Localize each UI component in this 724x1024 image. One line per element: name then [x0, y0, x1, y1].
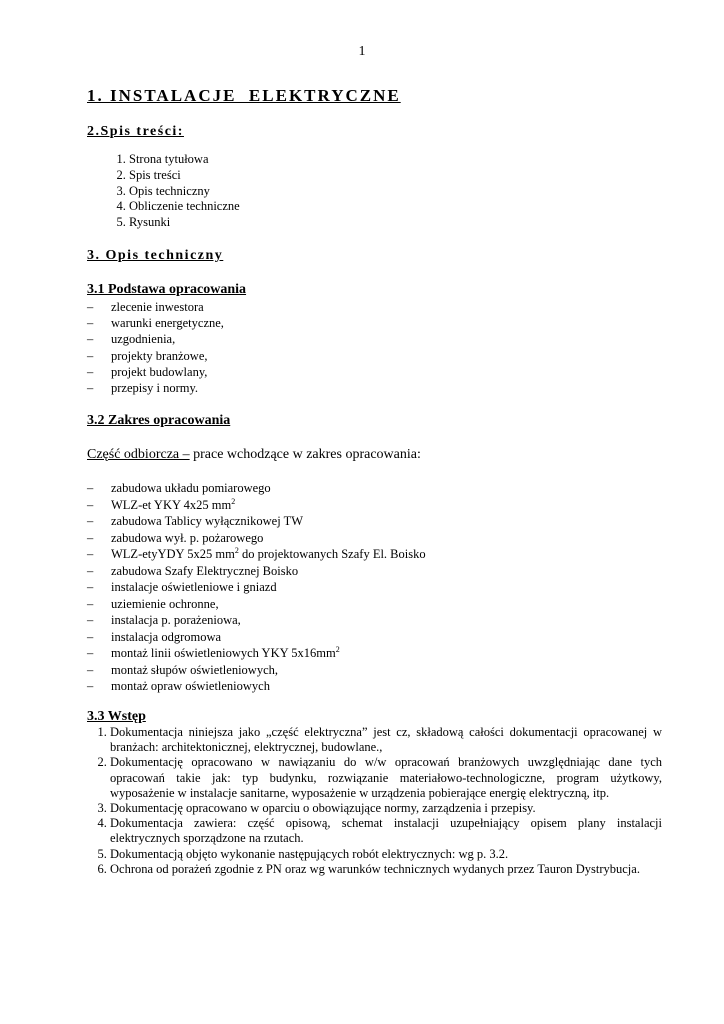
zakres-item: – zabudowa Tablicy wyłącznikowej TW [87, 513, 426, 530]
wstep-item: 4. Dokumentacja zawiera: część opisową, schemat instalacji uzupełniający opisem plany instalacji elektrycznych sporządzone na rzutach. [110, 816, 662, 846]
wstep-heading: 3.3 Wstęp [87, 709, 146, 724]
wstep-item: 6. Ochrona od porażeń zgodnie z PN oraz wg warunków technicznych wydanych przez Tauron Dystrybucja. [110, 862, 662, 877]
toc-item: 5. Rysunki [129, 215, 240, 231]
toc-item: 3. Opis techniczny [129, 184, 240, 200]
zakres-item: – WLZ-etyYDY 5x25 $mm^2$ do projektowanych Szafy El. Boisko [87, 546, 426, 563]
zakres-item: – uziemienie ochronne, [87, 596, 426, 613]
zakres-item: – zabudowa układu pomiarowego [87, 480, 426, 497]
zakres-item: – zabudowa Szafy Elektrycznej Boisko [87, 563, 426, 580]
zakres-heading: 3.2 Zakres opracowania [87, 413, 231, 428]
podstawa-list [87, 299, 224, 396]
toc-item: 4. Obliczenie techniczne [129, 199, 240, 215]
zakres-item: – montaż słupów oświetleniowych, [87, 662, 426, 679]
podstawa-item: – zlecenie inwestora [87, 299, 224, 315]
wstep-item: 5. Dokumentacją objęto wykonanie następujących robót elektrycznych: wg p. 3.2. [110, 847, 662, 862]
toc-list [87, 152, 240, 231]
podstawa-heading: 3.1 Podstawa opracowania [87, 282, 247, 297]
zakres-sub-rest: prace wchodzące w zakres opracowania: [189, 447, 421, 462]
toc-heading: 2.Spis treści: [87, 124, 184, 139]
zakres-sub-underlined: Część odbiorcza – [87, 447, 190, 462]
wstep-item: 3. Dokumentację opracowano w oparciu o obowiązujące normy, zarządzenia i przepisy. [110, 801, 662, 816]
zakres-item: – montaż opraw oświetleniowych [87, 678, 426, 695]
zakres-item: – montaż linii oświetleniowych YKY $5x16mm^2$ [87, 645, 426, 662]
podstawa-item: – warunki energetyczne, [87, 315, 224, 331]
page-number: 1 [358, 44, 366, 59]
toc-item: 1. Strona tytułowa [129, 152, 240, 168]
wstep-item: 2. Dokumentację opracowano w nawiązaniu do w/w opracowań branżowych uwzględniając dane tych opracowań takie jak: typ budynku, rozwiązanie materiałowo-technologiczne, program użytkowy, wyposażenie w instalacje sanitarne, wyposażenie w urządzenia pobierające energię elektryczną, itp. [110, 755, 662, 801]
wstep-list [87, 725, 662, 877]
opis-heading: 3. Opis techniczny [87, 248, 224, 263]
zakres-subheading [87, 447, 421, 463]
zakres-item: – instalacja odgromowa [87, 629, 426, 646]
podstawa-item: – projekt budowlany, [87, 364, 224, 380]
zakres-item: – instalacje oświetleniowe i gniazd [87, 579, 426, 596]
main-title: 1. INSTALACJE ELEKTRYCZNE [87, 86, 401, 105]
wstep-item: 1. Dokumentacja niniejsza jako „część elektryczna” jest cz, składową całości dokumentacji opracowanej w branżach: architektonicznej, elektrycznej, budowlane., [110, 725, 662, 755]
zakres-list [87, 480, 426, 695]
zakres-item: – instalacja p. porażeniowa, [87, 612, 426, 629]
zakres-item: – zabudowa wył. p. pożarowego [87, 530, 426, 547]
podstawa-item: – uzgodnienia, [87, 331, 224, 347]
podstawa-item: – projekty branżowe, [87, 348, 224, 364]
podstawa-item: – przepisy i normy. [87, 380, 224, 396]
toc-item: 2. Spis treści [129, 168, 240, 184]
zakres-item: – WLZ-et YKY 4x25 $mm^2$ [87, 497, 426, 514]
